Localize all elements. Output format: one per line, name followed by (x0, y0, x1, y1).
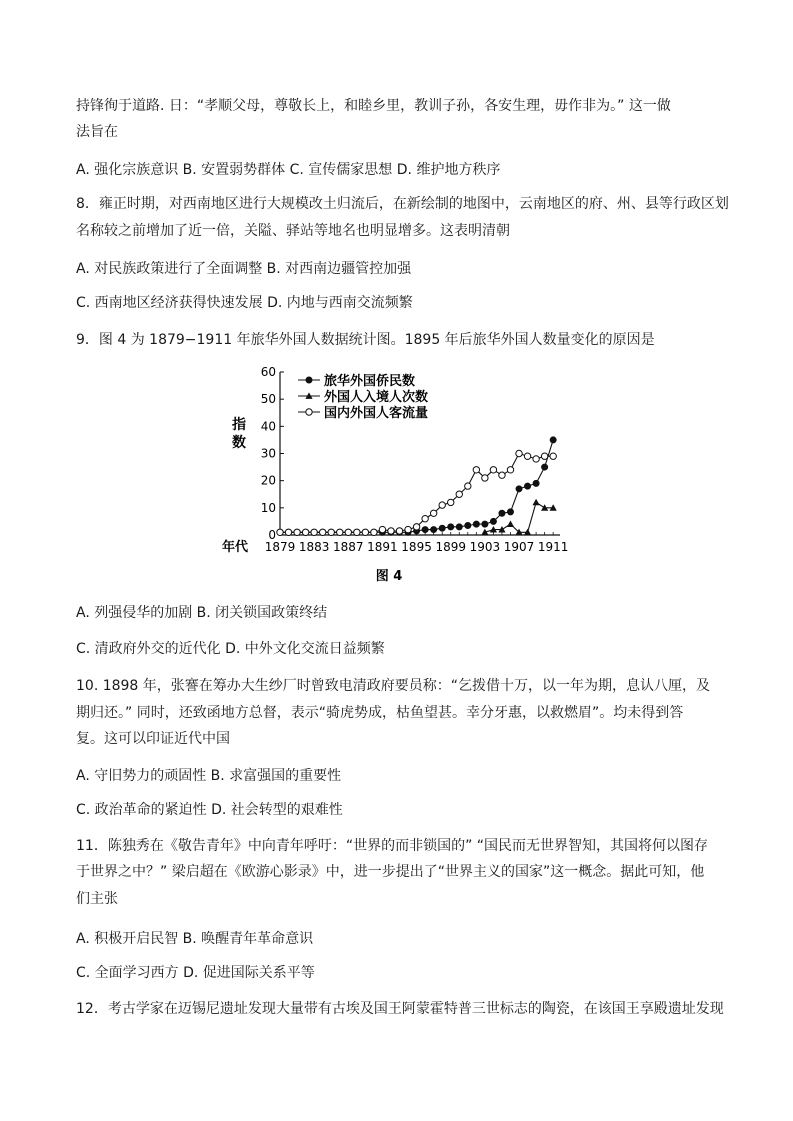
data-point (499, 472, 505, 478)
q10-text-line-3: 复。这可以印证近代中国 (76, 731, 230, 747)
data-point (507, 521, 514, 527)
data-point (379, 526, 385, 532)
q10-options-2: C. 政治革命的紧迫性 D. 社会转型的艰难性 (76, 802, 343, 818)
x-tick-label: 1911 (537, 540, 569, 554)
y-tick-label: 40 (260, 419, 276, 434)
data-point (405, 526, 411, 532)
series-1 (277, 437, 556, 535)
q11-options-2: C. 全面学习西方 D. 促进国际关系平等 (76, 965, 315, 981)
data-point (439, 525, 445, 531)
data-point (388, 528, 394, 534)
q7-text-line-1: 持锋徇于道路. 日：“孝顺父母，尊敬长上，和睦乡里，教训子孙，各安生理，毋作非为。” 这一做 (76, 98, 671, 114)
data-point (482, 521, 488, 527)
data-point (465, 522, 471, 528)
legend-label: 旅华外国侨民数 (324, 374, 416, 389)
data-point (499, 510, 505, 516)
q9-text-line-1: 9．图 4 为 1879−1911 年旅华外国人数据统计图。1895 年后旅华外国人数量变化的原因是 (76, 332, 655, 348)
data-point (473, 521, 479, 527)
data-point (328, 529, 334, 535)
data-point (550, 437, 556, 443)
data-point (422, 527, 428, 533)
data-point (354, 529, 360, 535)
data-point (490, 467, 496, 473)
legend-label: 外国人入境人次数 (324, 390, 429, 405)
y-tick-label: 50 (260, 392, 276, 407)
data-point (430, 510, 436, 516)
data-point (533, 456, 539, 462)
data-point (422, 516, 428, 522)
y-tick-label: 0 (268, 528, 276, 542)
q11-text-line-1: 11．陈独秀在《敬告青年》中向青年呼吁：“世界的而非锁国的” “国民而无世界智知，其国将何以图存 (76, 838, 709, 854)
series-2 (481, 499, 556, 535)
data-point (294, 529, 300, 535)
q11-options-1: A. 积极开启民智 B. 唤醒青年革命意识 (76, 931, 314, 947)
x-axis-label: 年代 (222, 540, 249, 555)
x-tick-label: 1887 (333, 540, 364, 554)
data-point (439, 502, 445, 508)
q7-options: A. 强化宗族意识 B. 安置弱势群体 C. 宣传儒家思想 D. 维护地方秩序 (76, 162, 501, 178)
q10-text-line-1: 10. 1898 年，张謇在筹办大生纱厂时曾致电清政府要员称：“乞拨借十万，以一年为期，息认八厘，及 (76, 678, 711, 694)
data-point (465, 483, 471, 489)
x-tick-label: 1879 (264, 540, 296, 554)
data-point (482, 475, 488, 481)
figure-4-chart (220, 362, 580, 594)
data-point (396, 528, 402, 534)
data-point (413, 524, 419, 530)
legend-label: 国内外国人客流量 (324, 406, 429, 421)
q7-text-line-2: 法旨在 (76, 124, 118, 140)
y-tick-label: 10 (260, 500, 276, 515)
data-point (337, 529, 343, 535)
q8-text-line-2: 名称较之前增加了近一倍，关隘、驿站等地名也明显增多。这表明清朝 (76, 223, 510, 239)
legend-marker (306, 409, 312, 415)
q10-text-line-2: 期归还。” 同时，还致函地方总督，表示“骑虎势成，枯鱼望甚。幸分牙惠，以救燃眉”。均未得到答 (76, 705, 684, 721)
x-tick-label: 1899 (435, 540, 467, 554)
y-tick-label: 60 (260, 365, 276, 379)
data-point (345, 529, 351, 535)
data-point (507, 467, 513, 473)
y-axis-label: 指 (232, 417, 246, 433)
q9-options-1: A. 列强侵华的加剧 B. 闭关锁国政策终结 (76, 605, 328, 621)
x-tick-label: 1903 (469, 540, 501, 554)
data-point (319, 529, 325, 535)
x-tick-label: 1883 (298, 540, 330, 554)
data-point (456, 491, 462, 497)
data-point (362, 529, 368, 535)
figure-caption: 图 4 (375, 569, 403, 584)
legend-entry (298, 373, 415, 389)
data-point (524, 453, 530, 459)
q8-options-2: C. 西南地区经济获得快速发展 D. 内地与西南交流频繁 (76, 295, 413, 311)
q11-text-line-3: 们主张 (76, 891, 118, 907)
data-point (473, 467, 479, 473)
legend-marker (306, 377, 312, 383)
data-point (542, 464, 548, 470)
data-point (516, 486, 522, 492)
q11-text-line-2: 于世界之中？” 梁启超在《欧游心影录》中，进一步提出了“世界主义的国家”这一概念。据此可知，他 (76, 864, 705, 880)
q9-options-2: C. 清政府外交的近代化 D. 中外文化交流日益频繁 (76, 641, 385, 657)
y-axis-label: 数 (232, 435, 246, 451)
data-point (532, 499, 539, 505)
series-line (280, 454, 553, 533)
data-point (456, 524, 462, 530)
series-line (485, 502, 553, 532)
data-point (507, 509, 513, 515)
series-line (280, 440, 553, 532)
data-point (277, 529, 283, 535)
data-point (431, 527, 437, 533)
data-point (541, 453, 547, 459)
data-point (550, 453, 556, 459)
data-point (516, 450, 522, 456)
legend-entry (298, 389, 428, 405)
x-tick-label: 1907 (503, 540, 535, 554)
data-point (371, 529, 377, 535)
data-point (533, 480, 539, 486)
series-3 (277, 450, 557, 535)
x-tick-label: 1891 (367, 540, 398, 554)
x-tick-label: 1895 (401, 540, 432, 554)
data-point (311, 529, 317, 535)
y-tick-label: 20 (260, 473, 276, 488)
data-point (490, 518, 496, 524)
data-point (448, 499, 454, 505)
data-point (285, 529, 291, 535)
q8-options-1: A. 对民族政策进行了全面调整 B. 对西南边疆管控加强 (76, 261, 412, 277)
q10-options-1: A. 守旧势力的顽固性 B. 求富强国的重要性 (76, 768, 342, 784)
q8-text-line-1: 8．雍正时期，对西南地区进行大规模改土归流后，在新绘制的地图中，云南地区的府、州、县等行政区划 (76, 196, 729, 212)
legend-entry (298, 405, 428, 421)
q12-text-line-1: 12．考古学家在迈锡尼遗址发现大量带有古埃及国王阿蒙霍特普三世标志的陶瓷，在该国王享殿遗址发现 (76, 1001, 724, 1017)
data-point (525, 483, 531, 489)
data-point (302, 529, 308, 535)
y-tick-label: 30 (260, 446, 276, 461)
data-point (448, 524, 454, 530)
